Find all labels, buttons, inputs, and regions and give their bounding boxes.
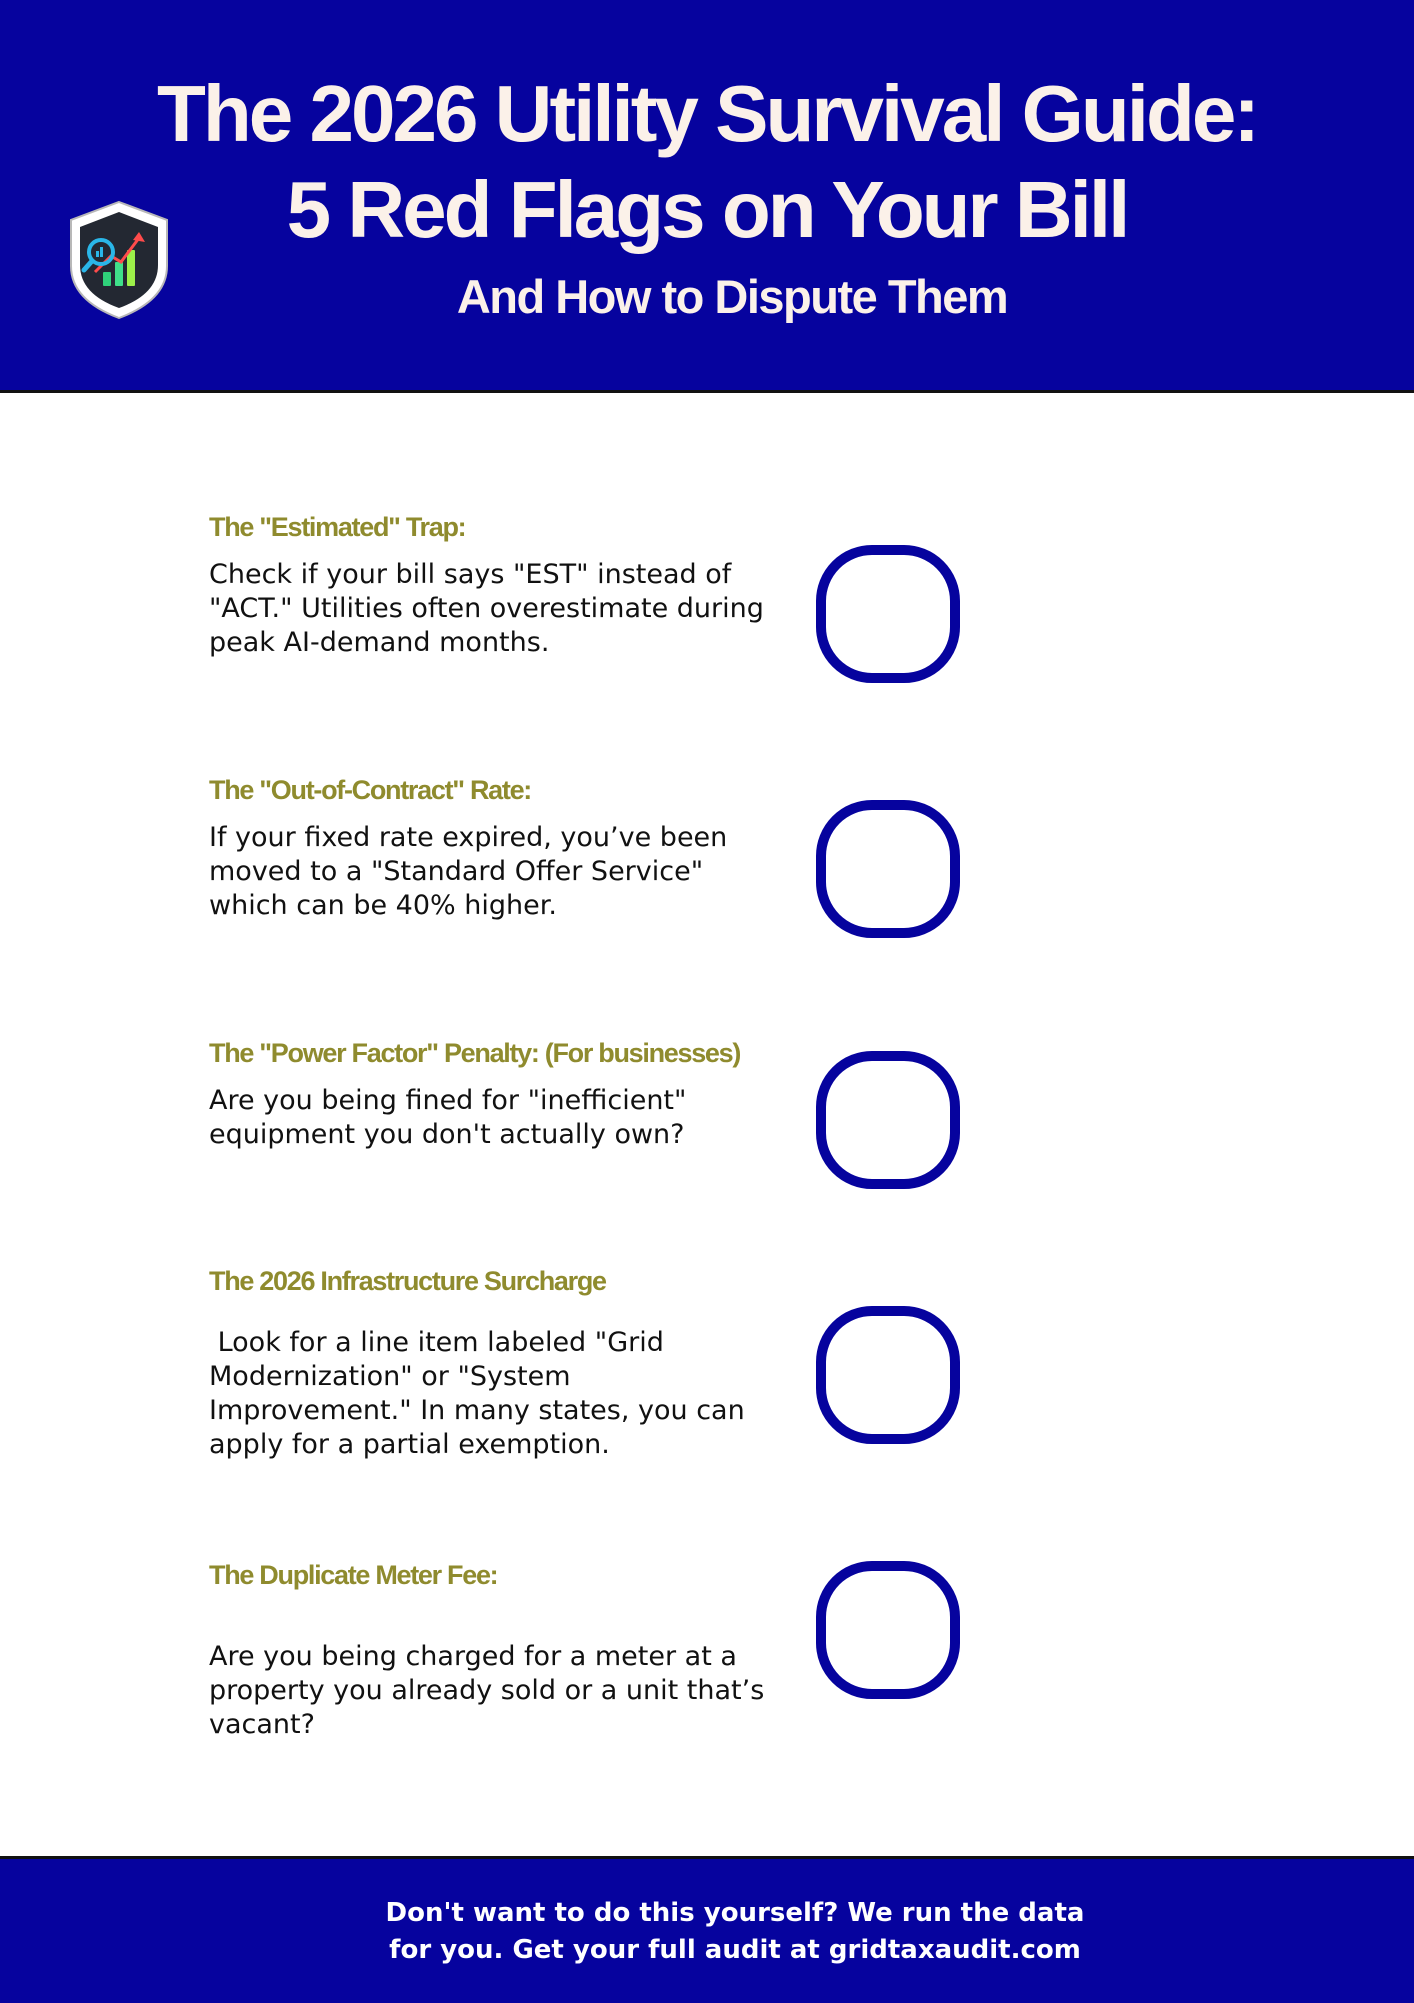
checkbox-estimated-trap[interactable] (816, 545, 960, 683)
page-subtitle: And How to Dispute Them (456, 270, 1008, 323)
item-body-estimated-trap: Check if your bill says "EST" instead of "ACT." Utilities often overestimate during peak AI-demand months. (209, 559, 773, 658)
item-heading-infrastructure-surcharge: The 2026 Infrastructure Surcharge (209, 1266, 606, 1296)
header-banner (0, 0, 1414, 393)
item-heading-duplicate-meter-fee: The Duplicate Meter Fee: (209, 1560, 498, 1590)
item-body-power-factor-penalty: Are you being fined for "inefficient" equipment you don't actually own? (209, 1085, 696, 1150)
item-body-infrastructure-surcharge: Look for a line item labeled "Grid Modernization" or "System Improvement." In many states, you can apply for a partial exemption. (209, 1327, 754, 1460)
shield-chart-icon (67, 200, 171, 320)
item-body-duplicate-meter-fee: Are you being charged for a meter at a property you already sold or a unit that’s vacant? (209, 1641, 773, 1740)
page-title-line-2: 5 Red Flags on Your Bill (286, 165, 1128, 254)
footer-cta (0, 1895, 1414, 1969)
footer-cta-line-2: for you. Get your full audit at gridtaxaudit.com (389, 1935, 1081, 1965)
checkbox-out-of-contract-rate[interactable] (816, 800, 960, 938)
checkbox-power-factor-penalty[interactable] (816, 1051, 960, 1189)
item-body-out-of-contract-rate: If your fixed rate expired, you’ve been moved to a "Standard Offer Service" which can be 40% higher. (209, 822, 736, 921)
footer-cta-line-1: Don't want to do this yourself? We run the data (385, 1898, 1085, 1928)
item-heading-power-factor-penalty: The "Power Factor" Penalty: (For businesses) (209, 1038, 741, 1068)
footer-banner (0, 1856, 1414, 2003)
checkbox-duplicate-meter-fee[interactable] (816, 1561, 960, 1699)
item-heading-estimated-trap: The "Estimated" Trap: (209, 512, 466, 542)
checkbox-infrastructure-surcharge[interactable] (816, 1306, 960, 1444)
item-heading-out-of-contract-rate: The "Out-of-Contract" Rate: (209, 775, 531, 805)
page-title-line-1: The 2026 Utility Survival Guide: (157, 69, 1257, 158)
